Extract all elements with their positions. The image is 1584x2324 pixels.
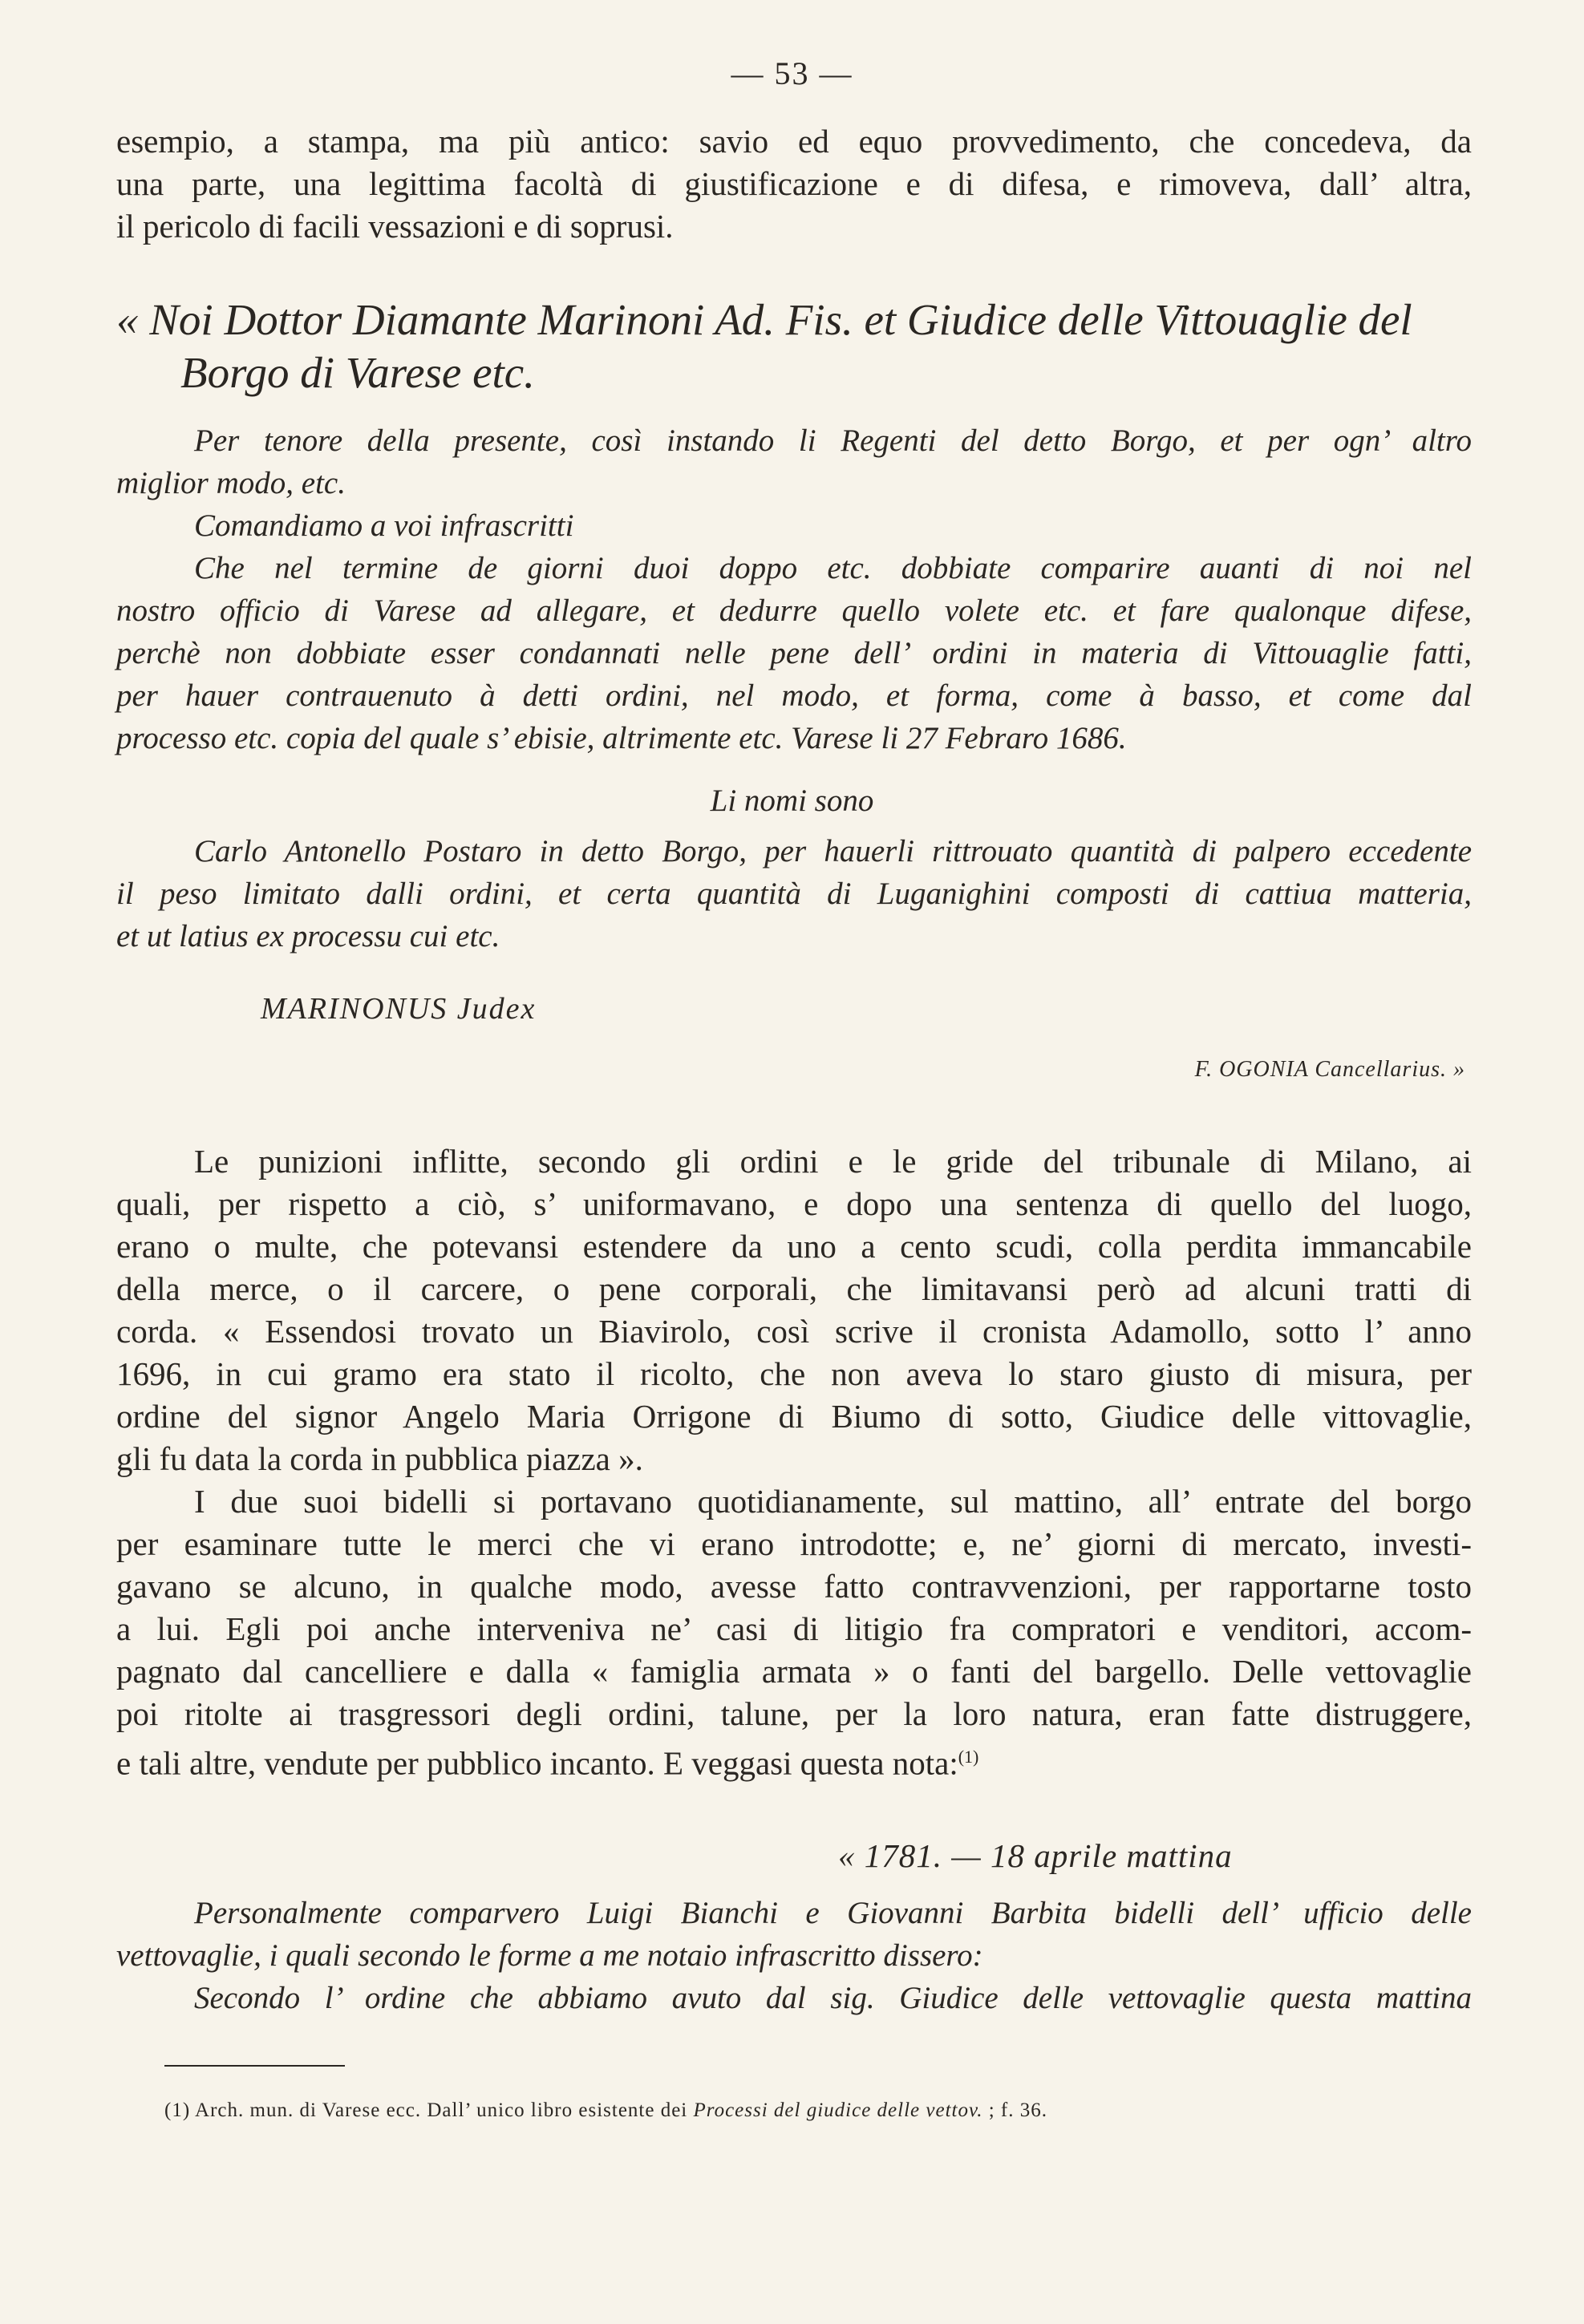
paragraph-bidelli <box>116 1480 1472 1782</box>
text-line: gavano se alcuno, in qualche modo, avesse fatto contravvenzioni, per rapportarne tosto <box>116 1568 1472 1605</box>
text-line: Secondo l’ ordine che abbiamo avuto dal sig. Giudice delle vettovaglie questa mattina <box>194 1981 1472 2015</box>
text-line: miglior modo, etc. <box>116 466 346 500</box>
text-line: I due suoi bidelli si portavano quotidianamente, sul mattino, all’ entrate del borgo <box>194 1483 1472 1520</box>
text-line-content: e tali altre, vendute per pubblico incanto. E veggasi questa nota: <box>116 1744 958 1782</box>
text-line: per hauer contrauenuto à detti ordini, nel modo, et forma, come à basso, et come dal <box>116 678 1472 713</box>
text-line: pagnato dal cancelliere e dalla « famiglia armata » o fanti del bargello. Delle vettovaglie <box>116 1653 1472 1690</box>
names-list <box>116 830 1472 958</box>
text-line: Per tenore della presente, così instando li Regenti del detto Borgo, et per ogn’ altro <box>194 423 1472 458</box>
heading-line: Borgo di Varese etc. <box>180 348 535 397</box>
text-line: processo etc. copia del quale s’ ebisie, altrimente etc. Varese li 27 Febraro 1686. <box>116 721 1127 755</box>
names-title: Li nomi sono <box>710 783 874 818</box>
text-line: Che nel termine de giorni duoi doppo etc. dobbiate comparire auanti di noi nel <box>194 551 1472 585</box>
text-line: ordine del signor Angelo Maria Orrigone di Biumo di sotto, Giudice delle vittovaglie, <box>116 1398 1472 1435</box>
text-line: poi ritolte ai trasgressori degli ordini, talune, per la loro natura, eran fatte distruggere, <box>116 1695 1472 1732</box>
text-line: esempio, a stampa, ma più antico: savio ed equo provvedimento, che concedeva, da <box>116 123 1472 160</box>
paragraph-intro <box>116 120 1472 248</box>
text-line: il peso limitato dalli ordini, et certa quantità di Luganighini composti di cattiua matteria, <box>116 877 1472 911</box>
text-line: erano o multe, che potevansi estendere da uno a cento scudi, colla perdita immancabile <box>116 1228 1472 1265</box>
footnote-reference: (1) <box>958 1747 979 1767</box>
text-line: gli fu data la corda in pubblica piazza ». <box>116 1440 643 1477</box>
footnote-italic-title: Processi del giudice delle vettov. <box>693 2099 983 2121</box>
text-line: Personalmente comparvero Luigi Bianchi e Giovanni Barbita bidelli dell’ ufficio delle <box>194 1896 1472 1930</box>
text-line: corda. « Essendosi trovato un Biavirolo, così scrive il cronista Adamollo, sotto l’ anno <box>116 1313 1472 1350</box>
text-line: quali, per rispetto a ciò, s’ uniformavano, e dopo una sentenza di quello del luogo, <box>116 1185 1472 1222</box>
footnote-rule <box>164 2065 345 2067</box>
judge-signature: MARINONUS Judex <box>261 992 537 1026</box>
footnote-text-end: ; f. 36. <box>988 2099 1047 2121</box>
footnote-text: Arch. mun. di Varese ecc. Dall’ unico libro esistente dei <box>195 2099 688 2121</box>
decree-body <box>116 419 1472 759</box>
text-line: vettovaglie, i quali secondo le forme a me notaio infrascritto dissero: <box>116 1938 983 1973</box>
paragraph-punishments <box>116 1140 1472 1480</box>
text-line: una parte, una legittima facoltà di giustificazione e di difesa, e rimoveva, dall’ altra, <box>116 165 1472 202</box>
text-line: Le punizioni inflitte, secondo gli ordini e le gride del tribunale di Milano, ai <box>194 1143 1472 1180</box>
text-line: perchè non dobbiate esser condannati nelle pene dell’ ordini in materia di Vittouaglie fatti, <box>116 636 1472 670</box>
text-line: Carlo Antonello Postaro in detto Borgo, per hauerli rittrouato quantità di palpero eccedente <box>194 834 1472 868</box>
text-line: et ut latius ex processu cui etc. <box>116 919 500 953</box>
heading-line: « Noi Dottor Diamante Marinoni Ad. Fis. et Giudice delle Vittouaglie del <box>116 295 1412 344</box>
chancellor-signature: F. OGONIA Cancellarius. » <box>1194 1057 1465 1082</box>
text-line: 1696, in cui gramo era stato il ricolto, che non aveva lo staro giusto di misura, per <box>116 1355 1472 1392</box>
text-line: per esaminare tutte le merci che vi erano introdotte; e, ne’ giorni di mercato, investi- <box>116 1525 1472 1562</box>
text-line: a lui. Egli poi anche interveniva ne’ casi di litigio fra compratori e venditori, accom- <box>116 1610 1472 1647</box>
text-line: il pericolo di facili vessazioni e di soprusi. <box>116 208 674 245</box>
text-line: della merce, o il carcere, o pene corporali, che limitavansi però ad alcuni tratti di <box>116 1270 1472 1307</box>
text-line: Comandiamo a voi infrascritti <box>194 508 574 543</box>
text-line: nostro officio di Varese ad allegare, et dedurre quello volete etc. et fare qualonque difese, <box>116 593 1472 628</box>
page-number: — 53 — <box>731 55 853 91</box>
report-date: « 1781. — 18 aprile mattina <box>838 1837 1233 1874</box>
footnote-number: (1) <box>164 2099 191 2121</box>
footnote <box>164 2099 1047 2122</box>
text-line <box>116 1735 1472 1782</box>
report-body <box>116 1892 1472 2019</box>
decree-heading <box>116 294 1480 399</box>
